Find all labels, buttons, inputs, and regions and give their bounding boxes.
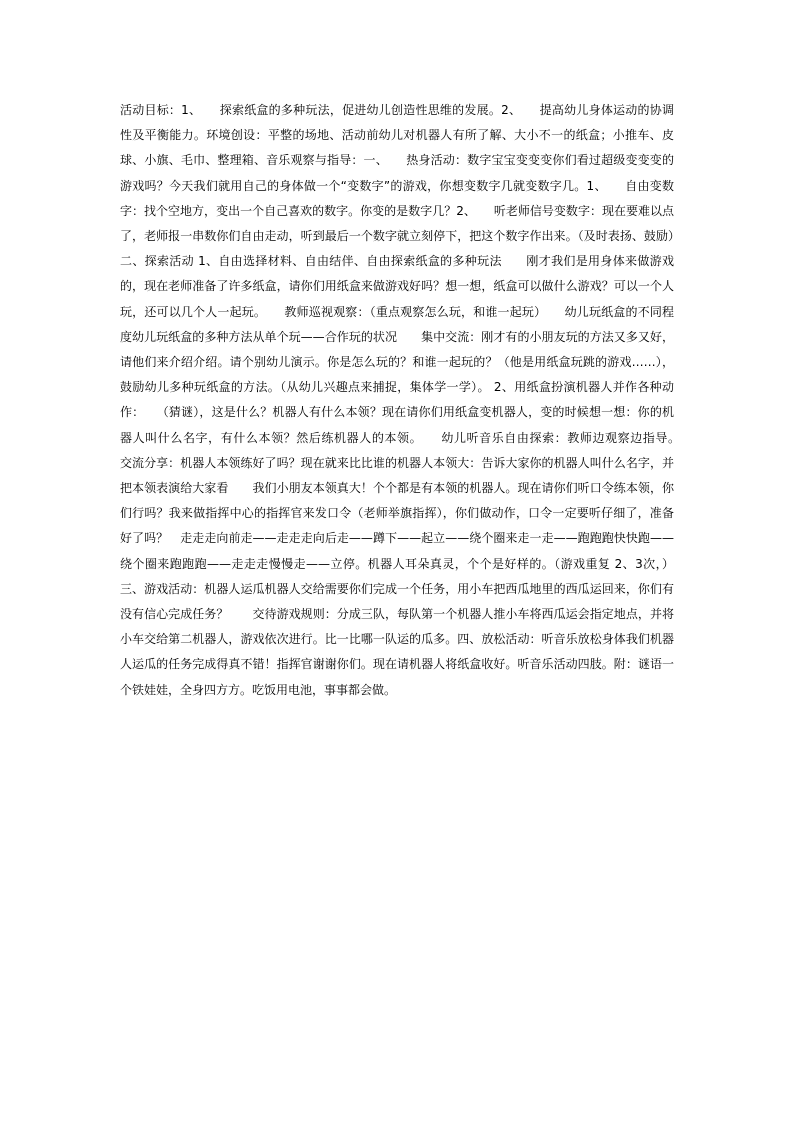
lesson-plan-body-text: 活动目标：1、 探索纸盒的多种玩法，促进幼儿创造性思维的发展。2、 提高幼儿身体运动的协调性及平衡能力。环境创设：平整的场地、活动前幼儿对机器人有所了解、大小不一的纸盒；小推车、皮球、小旗、毛巾、整理箱、音乐观察与指导：一、 热身活动：数字宝宝变变变你们看过超级变变变的游戏吗？今天我们就用自己的身体做一个“变数字”的游戏，你想变数字几就变数字几。1、 自由变数字：找个空地方，变出一个自己喜欢的数字。你变的是数字几？2、 听老师信号变数字：现在要难以点了，老师报一串数你们自由走动，听到最后一个数字就立刻停下，把这个数字作出来。（及时表扬、鼓励）二、探索活动 1、自由选择材料、自由结伴、自由探索纸盒的多种玩法 刚才我们是用身体来做游戏的，现在老师准备了许多纸盒，请你们用纸盒来做游戏好吗？想一想，纸盒可以做什么游戏？可以一个人玩，还可以几个人一起玩。 教师巡视观察：（重点观察怎么玩，和谁一起玩） 幼儿玩纸盒的不同程度幼儿玩纸盒的多种方法从单个玩——合作玩的状况 集中交流：刚才有的小朋友玩的方法又多又好，请他们来介绍介绍。请个别幼儿演示。你是怎么玩的？和谁一起玩的？（他是用纸盒玩跳的游戏……），鼓励幼儿多种玩纸盒的方法。（从幼儿兴趣点来捕捉，集体学一学）。 2、用纸盒扮演机器人并作各种动作： （猜谜），这是什么？机器人有什么本领？现在请你们用纸盒变机器人，变的时候想一想：你的机器人叫什么名字，有什么本领？然后练机器人的本领。 幼儿听音乐自由探索：教师边观察边指导。 交流分享：机器人本领练好了吗？现在就来比比谁的机器人本领大：告诉大家你的机器人叫什么名字，并把本领表演给大家看 我们小朋友本领真大！个个都是有本领的机器人。现在请你们听口令练本领，你们行吗？我来做指挥中心的指挥官来发口令（老师举旗指挥），你们做动作，口令一定要听仔细了，准备好了吗？ 走走走向前走——走走走向后走——蹲下——起立——绕个圈来走一走——跑跑跑快快跑——绕个圈来跑跑跑——走走走慢慢走——立停。机器人耳朵真灵，个个是好样的。（游戏重复 2、3次，）三、游戏活动：机器人运瓜机器人交给需要你们完成一个任务，用小车把西瓜地里的西瓜运回来，你们有没有信心完成任务？ 交待游戏规则：分成三队，每队第一个机器人推小车将西瓜运会指定地点，并将小车交给第二机器人，游戏依次进行。比一比哪一队运的瓜多。四、放松活动：听音乐放松身体我们机器人运瓜的任务完成得真不错！指挥官谢谢你们。现在请机器人将纸盒收好。听音乐活动四肢。附：谜语一个铁娃娃，全身四方方。吃饭用电池，事事都会做。	[120, 103, 699, 697]
